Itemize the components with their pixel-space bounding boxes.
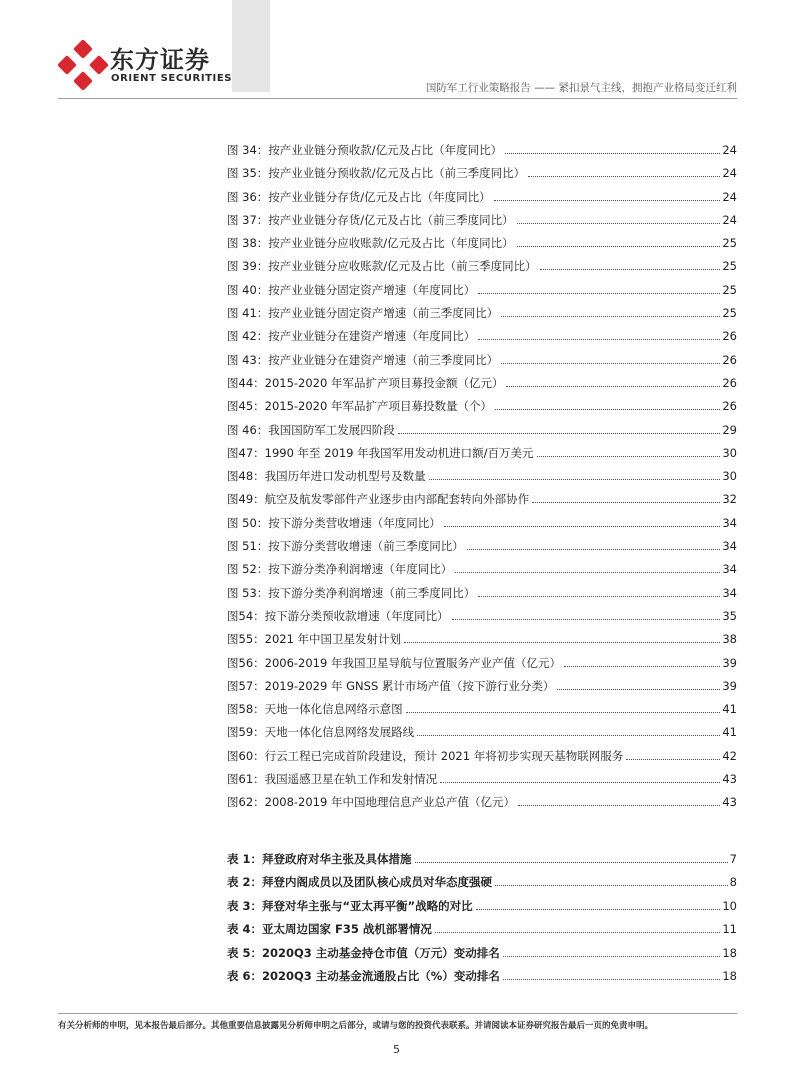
orient-securities-logo-icon: [58, 40, 108, 90]
toc-figure-entry-label: 图55：2021 年中国卫星发射计划: [227, 632, 402, 647]
toc-figure-entry-label: 图57：2019-2029 年 GNSS 累计市场产值（按下游行业分类）: [227, 678, 555, 693]
dot-leader: [501, 363, 720, 364]
toc-figure-entry[interactable]: [227, 678, 737, 701]
dot-leader: [478, 293, 720, 294]
toc-table-entry-label: 表 2：拜登内阁成员以及团队核心成员对华态度强硬: [227, 875, 493, 890]
toc-figure-entry-page: 25: [722, 259, 737, 274]
toc-figure-entry[interactable]: [227, 305, 737, 328]
toc-figure-entry[interactable]: [227, 655, 737, 678]
toc-figure-entry-label: 图 36：按产业业链分存货/亿元及占比（年度同比）: [227, 189, 491, 204]
footer-disclaimer: 有关分析师的申明，见本报告最后部分。其他重要信息披露见分析师申明之后部分，或请与您的投资代表联系。并请阅读本证券研究报告最后一页的免责申明。: [58, 1021, 654, 1031]
toc-figure-entry-label: 图 50：按下游分类营收增速（年度同比）: [227, 515, 441, 530]
toc-figure-entry-label: 图44：2015-2020 年军品扩产项目募投金额（亿元）: [227, 375, 504, 390]
toc-figure-entry[interactable]: [227, 375, 737, 398]
toc-figure-entry-page: 41: [722, 702, 737, 717]
toc-table-entry-label: 表 6：2020Q3 主动基金流通股占比（%）变动排名: [227, 968, 500, 983]
dot-leader: [404, 642, 720, 643]
report-title: 国防军工行业策略报告 —— 紧扣景气主线，拥抱产业格局变迁红利: [425, 82, 737, 94]
toc-figure-entry-label: 图54：按下游分类预收款增速（年度同比）: [227, 608, 449, 623]
toc-figure-entry[interactable]: [227, 491, 737, 514]
toc-figure-entry-page: 25: [722, 282, 737, 297]
toc-table-entry[interactable]: [227, 851, 737, 874]
toc-figure-entry-page: 35: [722, 608, 737, 623]
dot-leader: [476, 909, 721, 910]
toc-figure-entry[interactable]: [227, 538, 737, 561]
toc-figure-entry[interactable]: [227, 561, 737, 584]
toc-figure-entry[interactable]: [227, 468, 737, 491]
toc-figure-entry[interactable]: [227, 748, 737, 771]
toc-figure-entry-page: 30: [722, 445, 737, 460]
toc-figure-entry[interactable]: [227, 701, 737, 724]
toc-figure-entry-label: 图 51：按下游分类营收增速（前三季度同比）: [227, 539, 464, 554]
toc-figure-entry[interactable]: [227, 189, 737, 212]
dot-leader: [494, 200, 721, 201]
toc-table-entry-page: 7: [729, 852, 737, 866]
toc-figure-entry[interactable]: [227, 328, 737, 351]
toc-figure-entry-label: 图 46：我国国防军工发展四阶段: [227, 422, 395, 437]
dot-leader: [417, 735, 720, 736]
toc-figure-entry[interactable]: [227, 235, 737, 258]
dot-leader: [506, 386, 720, 387]
toc-figure-entry-page: 43: [722, 795, 737, 810]
toc-table-entry-label: 表 3：拜登对华主张与“亚太再平衡”战略的对比: [227, 898, 473, 913]
toc-figure-entry-label: 图56：2006-2019 年我国卫星导航与位置服务产业产值（亿元）: [227, 655, 561, 670]
dot-leader: [532, 502, 720, 503]
toc-table-entry[interactable]: [227, 945, 737, 968]
toc-figure-entry[interactable]: [227, 608, 737, 631]
dot-leader: [540, 269, 721, 270]
toc-table-entry-label: 表 4：亚太周边国家 F35 战机部署情况: [227, 922, 432, 937]
dot-leader: [415, 862, 728, 863]
footer-divider: [58, 1013, 737, 1014]
toc-table-entry[interactable]: [227, 898, 737, 921]
toc-table-entry[interactable]: [227, 921, 737, 944]
toc-figure-entry-label: 图 35：按产业业链分预收款/亿元及占比（前三季度同比）: [227, 166, 526, 181]
toc-figure-entry-page: 25: [722, 306, 737, 321]
toc-figure-entry-label: 图 42：按产业业链分在建资产增速（年度同比）: [227, 329, 476, 344]
toc-figure-entry-page: 26: [722, 375, 737, 390]
toc-figure-entry-page: 30: [722, 469, 737, 484]
toc-figure-entry[interactable]: [227, 398, 737, 421]
toc-figure-entry-label: 图 38：按产业业链分应收账款/亿元及占比（年度同比）: [227, 236, 514, 251]
dot-leader: [528, 176, 720, 177]
toc-figure-entry[interactable]: [227, 165, 737, 188]
toc-figure-entry-page: 42: [722, 748, 737, 763]
toc-figure-entry[interactable]: [227, 212, 737, 235]
header-divider: [58, 98, 737, 99]
header-gray-bar: [232, 0, 270, 92]
dot-leader: [435, 932, 720, 933]
dot-leader: [495, 885, 728, 886]
toc-figure-entry-label: 图 52：按下游分类净利润增速（年度同比）: [227, 562, 453, 577]
dot-leader: [478, 339, 720, 340]
toc-table-entry-page: 18: [722, 968, 737, 983]
dot-leader: [452, 619, 721, 620]
company-name-en: ORIENT SECURITIES: [111, 73, 233, 84]
toc-figure-entry-page: 43: [722, 772, 737, 787]
dot-leader: [517, 223, 721, 224]
dot-leader: [467, 549, 721, 550]
toc-figure-entry-label: 图60：行云工程已完成首阶段建设，预计 2021 年将初步实现天基物联网服务: [227, 748, 624, 763]
toc-table-entry[interactable]: [227, 968, 737, 991]
toc-figure-entry[interactable]: [227, 724, 737, 747]
toc-figure-entry-label: 图47：1990 年至 2019 年我国军用发动机进口额/百万美元: [227, 445, 534, 460]
dot-leader: [537, 456, 721, 457]
toc-figure-entry-page: 26: [722, 399, 737, 414]
toc-figure-entry-page: 39: [722, 655, 737, 670]
toc-figure-entry[interactable]: [227, 258, 737, 281]
dot-leader: [478, 596, 720, 597]
dot-leader: [503, 956, 721, 957]
toc-figure-entry-page: 24: [722, 166, 737, 181]
toc-figure-entry-page: 24: [722, 143, 737, 157]
toc-figure-entry-label: 图59：天地一体化信息网络发展路线: [227, 725, 415, 740]
toc-figure-entry-label: 图 41：按产业业链分固定资产增速（前三季度同比）: [227, 306, 499, 321]
toc-figure-entry-label: 图 34：按产业业链分预收款/亿元及占比（年度同比）: [227, 143, 503, 157]
toc-figure-entry-page: 38: [722, 632, 737, 647]
toc-figure-entry[interactable]: [227, 352, 737, 375]
toc-figure-entry[interactable]: [227, 631, 737, 654]
toc-figure-entry-label: 图49：航空及航发零部件产业逐步由内部配套转向外部协作: [227, 492, 530, 507]
toc-figure-entry-page: 29: [722, 422, 737, 437]
toc-figure-entry[interactable]: [227, 422, 737, 445]
dot-leader: [518, 805, 720, 806]
toc-table-entry-label: 表 5：2020Q3 主动基金持仓市值（万元）变动排名: [227, 945, 500, 960]
dot-leader: [626, 759, 720, 760]
toc-figure-entry-page: 39: [722, 678, 737, 693]
toc-table-entry-page: 10: [722, 898, 737, 913]
toc-figure-entry[interactable]: [227, 445, 737, 468]
toc-figure-entry-page: 41: [722, 725, 737, 740]
dot-leader: [503, 979, 721, 980]
toc-figure-entry[interactable]: [227, 282, 737, 305]
toc-figure-entry-page: 26: [722, 352, 737, 367]
dot-leader: [444, 526, 721, 527]
toc-figure-entry-page: 34: [722, 585, 737, 600]
toc-figure-entry-label: 图45：2015-2020 年军品扩产项目募投数量（个）: [227, 399, 492, 414]
toc-figure-entry[interactable]: [227, 515, 737, 538]
dot-leader: [406, 712, 721, 713]
toc-table-entry-page: 11: [722, 922, 737, 937]
toc-figure-entry[interactable]: [227, 794, 737, 817]
dot-leader: [505, 153, 720, 154]
toc-table-entry-label: 表 1：拜登政府对华主张及具体措施: [227, 852, 412, 866]
toc-figure-entry-page: 32: [722, 492, 737, 507]
toc-figure-entry-label: 图 53：按下游分类净利润增速（前三季度同比）: [227, 585, 476, 600]
toc-figure-entry[interactable]: [227, 585, 737, 608]
figure-list: [227, 142, 737, 818]
page-number: 5: [393, 1043, 400, 1056]
toc-figure-entry-label: 图 39：按产业业链分应收账款/亿元及占比（前三季度同比）: [227, 259, 537, 274]
toc-figure-entry-label: 图62：2008-2019 年中国地理信息产业总产值（亿元）: [227, 795, 515, 810]
toc-figure-entry-page: 26: [722, 329, 737, 344]
dot-leader: [495, 409, 720, 410]
toc-table-entry[interactable]: [227, 874, 737, 897]
company-name-cn: 东方证券: [110, 46, 210, 74]
dot-leader: [564, 666, 720, 667]
toc-figure-entry-label: 图 40：按产业业链分固定资产增速（年度同比）: [227, 282, 476, 297]
dot-leader: [398, 433, 721, 434]
dot-leader: [517, 246, 721, 247]
toc-figure-entry-page: 34: [722, 515, 737, 530]
toc-figure-entry-page: 34: [722, 562, 737, 577]
toc-figure-entry-label: 图61：我国遥感卫星在轨工作和发射情况: [227, 772, 438, 787]
dot-leader: [429, 479, 721, 480]
toc-figure-entry-label: 图58：天地一体化信息网络示意图: [227, 702, 403, 717]
toc-figure-entry[interactable]: [227, 142, 737, 165]
toc-table-entry-page: 18: [722, 945, 737, 960]
dot-leader: [440, 782, 720, 783]
toc-figure-entry-page: 24: [722, 189, 737, 204]
toc-figure-entry-page: 25: [722, 236, 737, 251]
dot-leader: [557, 689, 720, 690]
toc-table-entry-page: 8: [729, 875, 737, 890]
toc-figure-entry[interactable]: [227, 771, 737, 794]
toc-figure-entry-label: 图 43：按产业业链分在建资产增速（前三季度同比）: [227, 352, 499, 367]
dot-leader: [455, 572, 720, 573]
toc-figure-entry-label: 图48：我国历年进口发动机型号及数量: [227, 469, 426, 484]
toc-figure-entry-page: 24: [722, 212, 737, 227]
toc-figure-entry-page: 34: [722, 539, 737, 554]
toc-figure-entry-label: 图 37：按产业业链分存货/亿元及占比（前三季度同比）: [227, 212, 514, 227]
dot-leader: [501, 316, 720, 317]
table-list: [227, 851, 737, 991]
